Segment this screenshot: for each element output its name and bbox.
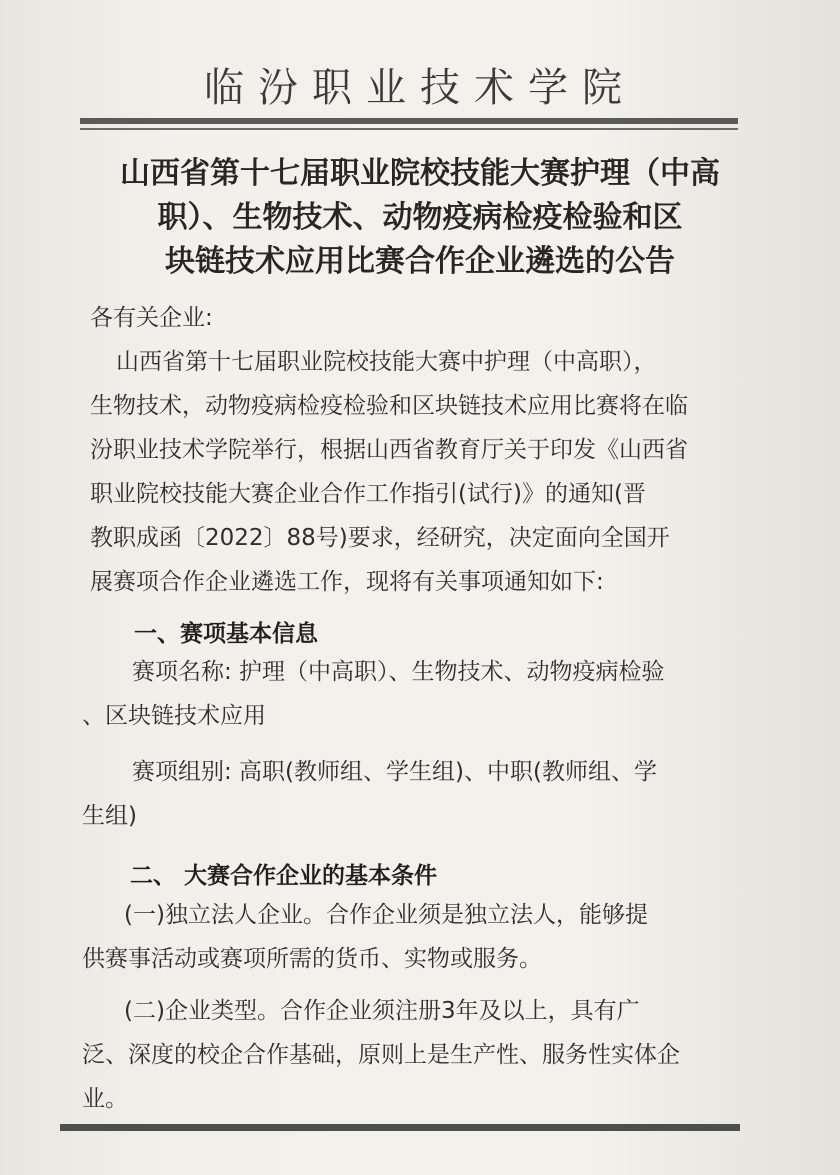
paragraph-line: 赛项组别: 高职(教师组、学生组)、中职(教师组、学 (132, 759, 657, 785)
header-rule-thin (80, 128, 738, 130)
paragraph-line: 山西省第十七届职业院校技能大赛中护理（中高职）， (116, 349, 657, 375)
title-line: 块链技术应用比赛合作企业遴选的公告 (165, 244, 675, 279)
salutation-text: 各有关企业: (90, 305, 213, 331)
paragraph-line: 泛、深度的校企合作基础，原则上是生产性、服务性实体企 (82, 1042, 680, 1068)
paragraph-line: 生物技术，动物疫病检疫检验和区块链技术应用比赛将在临 (90, 393, 688, 419)
paragraph-line: (二)企业类型。合作企业须注册3年及以上，具有广 (124, 998, 640, 1024)
section-2-body (70, 893, 770, 1121)
paragraph-line: 汾职业技术学院举行，根据山西省教育厅关于印发《山西省 (90, 437, 688, 463)
paragraph-line: (一)独立法人企业。合作企业须是独立法人，能够提 (124, 902, 648, 928)
header-rule-thick (80, 118, 738, 124)
salutation (70, 296, 770, 340)
paragraph-line: 展赛项合作企业遴选工作，现将有关事项通知如下: (90, 569, 604, 595)
section-2-heading: 二、 大赛合作企业的基本条件 (130, 863, 438, 889)
paragraph-line: 生组) (82, 803, 137, 829)
paragraph-line: 教职成函〔2022〕88号)要求，经研究，决定面向全国开 (90, 525, 670, 551)
title-line: 山西省第十七届职业院校技能大赛护理（中高 (120, 156, 720, 191)
section-1-body (70, 650, 770, 838)
institution-header: 临汾职业技术学院 (204, 65, 636, 111)
section-1-heading: 一、赛项基本信息 (134, 621, 318, 647)
paragraph-line: 职业院校技能大赛企业合作工作指引(试行)》的通知(晋 (90, 481, 646, 507)
paragraph-line: 赛项名称: 护理（中高职）、生物技术、动物疫病检验 (132, 659, 665, 685)
paragraph-line: 供赛事活动或赛项所需的货币、实物或服务。 (82, 946, 542, 972)
intro-paragraph (70, 340, 770, 604)
paragraph-line: 、区块链技术应用 (82, 703, 266, 729)
title-line: 职）、生物技术、动物疫病检疫检验和区 (157, 200, 683, 235)
document-title (60, 152, 780, 284)
paragraph-line: 业。 (82, 1086, 128, 1112)
footer-rule (60, 1124, 740, 1131)
